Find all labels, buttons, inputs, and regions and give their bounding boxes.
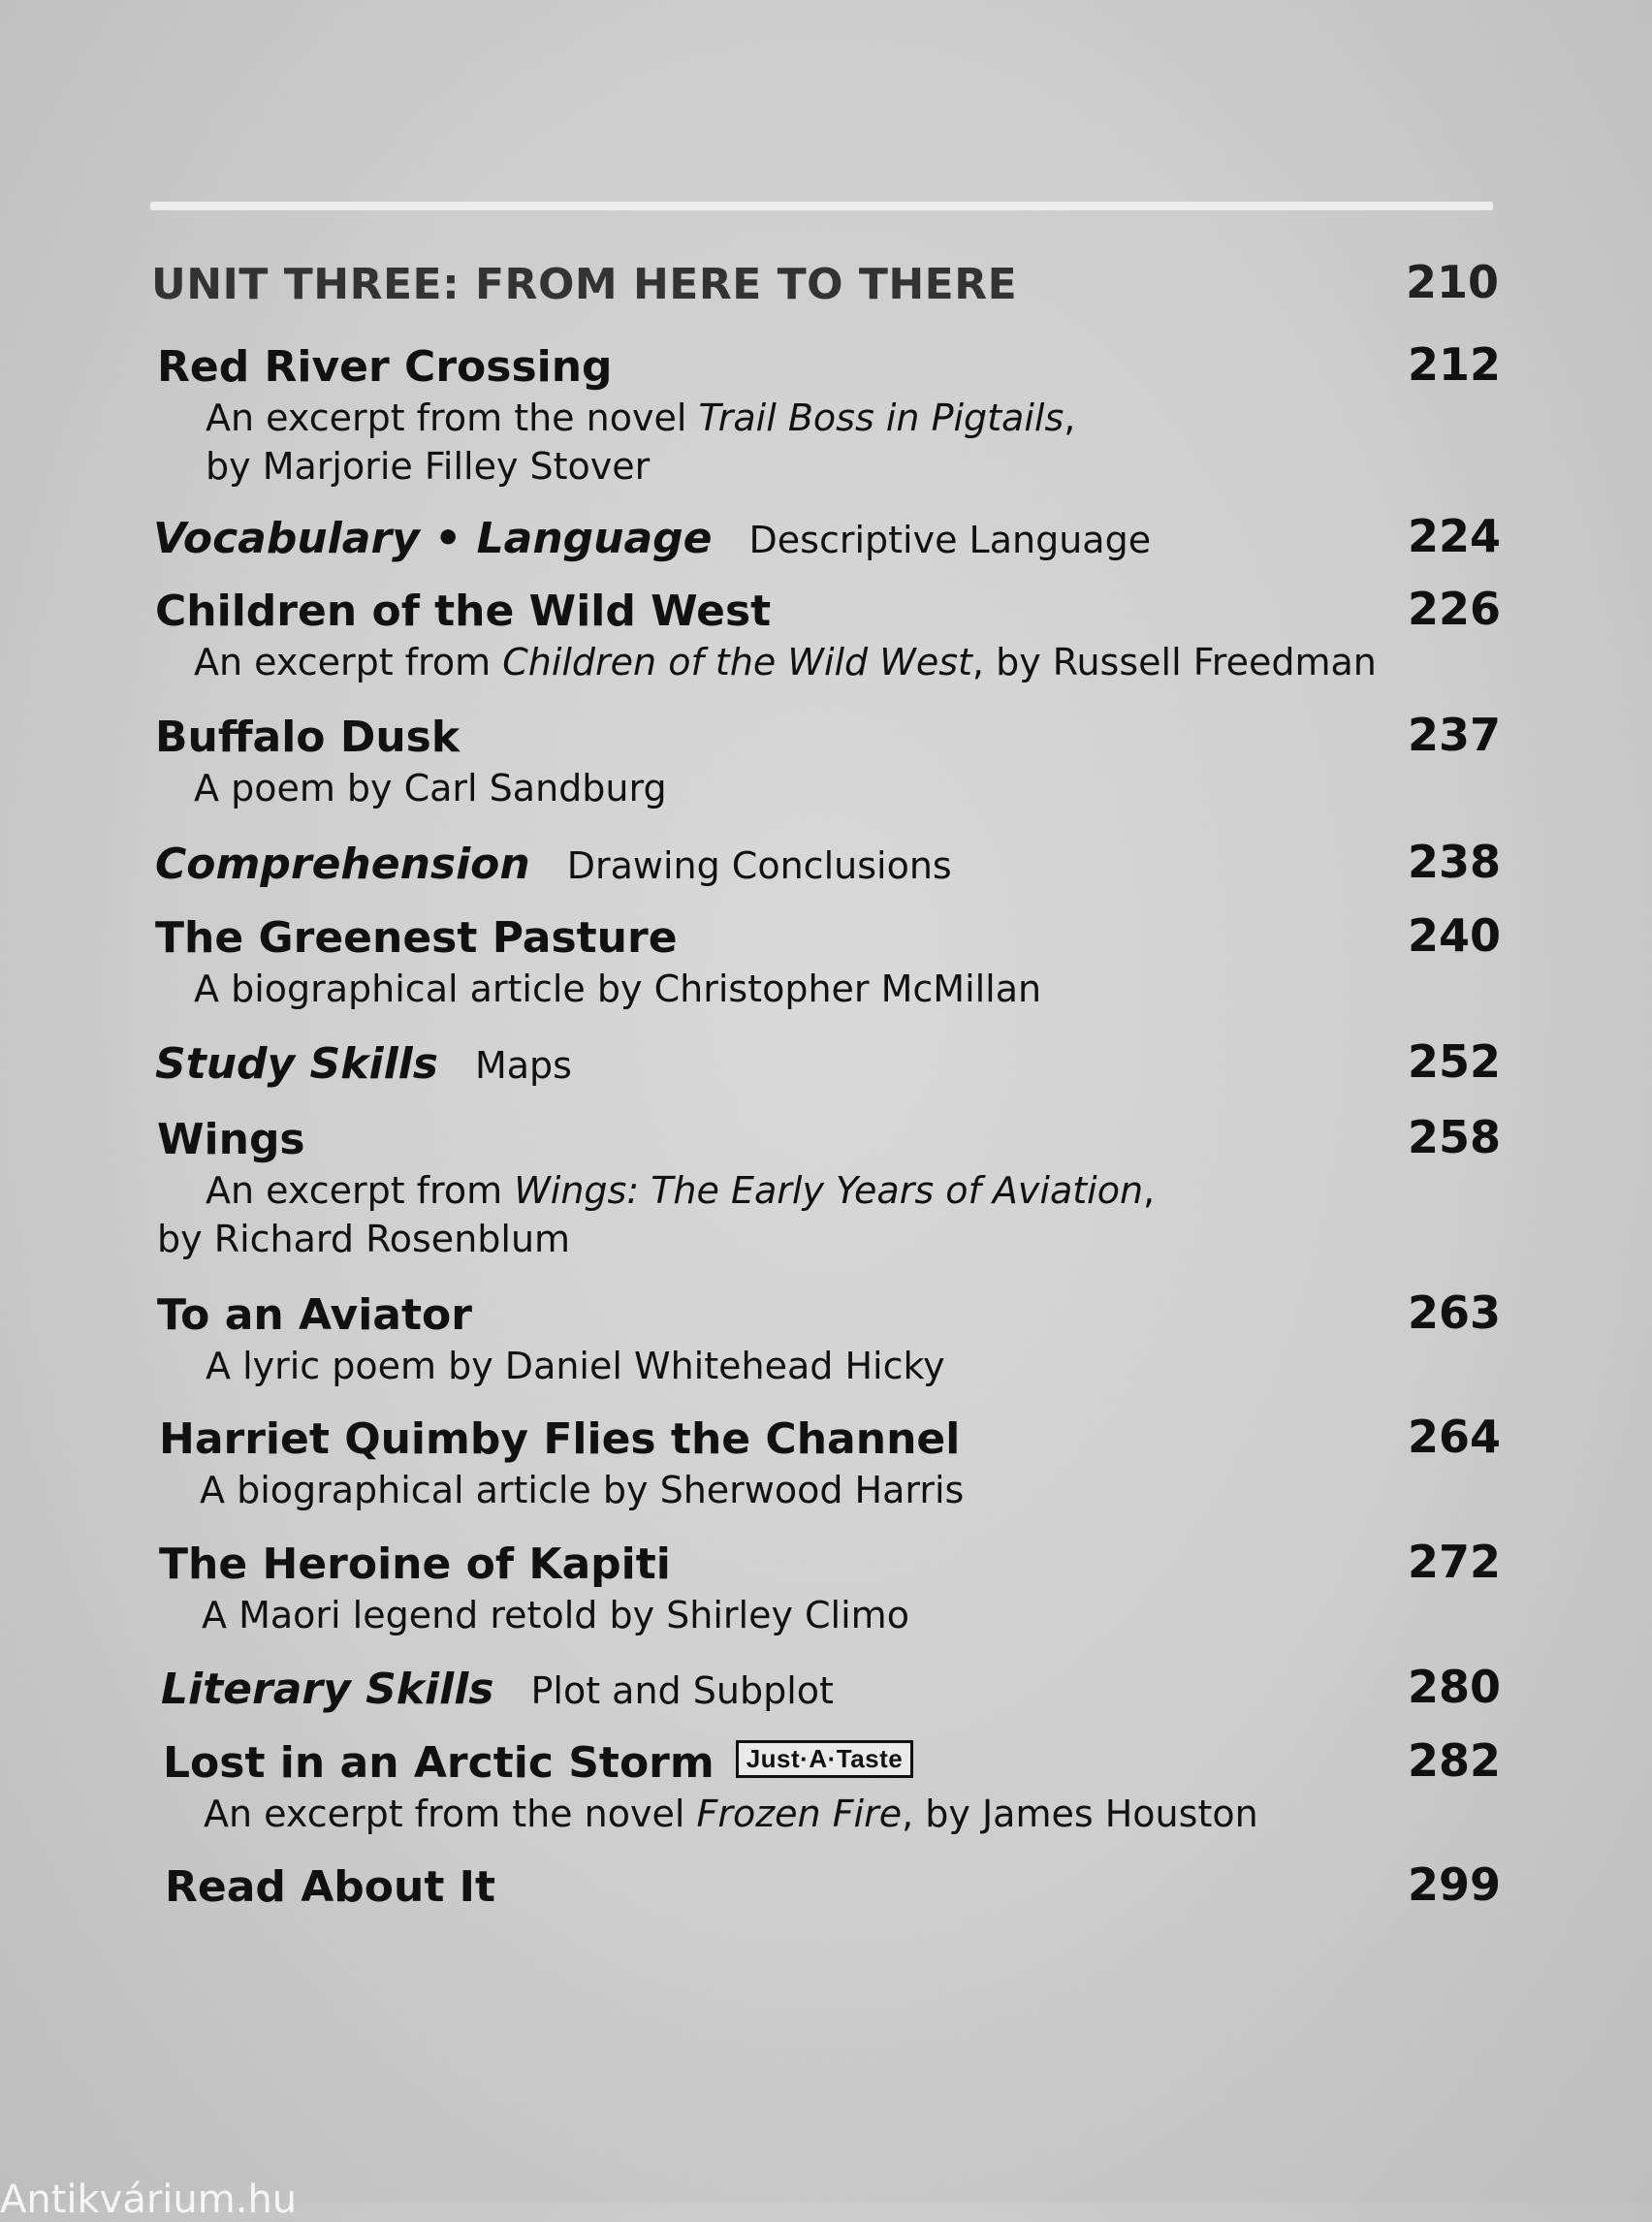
skill-line <box>161 1665 834 1714</box>
entry-title: Harriet Quimby Flies the Channel <box>159 1414 961 1464</box>
entry-description: An excerpt from Wings: The Early Years of Aviation, <box>206 1169 1156 1212</box>
entry-description: An excerpt from the novel Trail Boss in Pigtails, <box>206 397 1076 439</box>
entry-description-line2: by Marjorie Filley Stover <box>206 445 651 488</box>
header-rule <box>150 202 1493 210</box>
entry-page: 252 <box>1407 1035 1501 1088</box>
unit-title: UNIT THREE: FROM HERE TO THERE <box>151 260 1018 309</box>
entry-title: Lost in an Arctic Storm <box>163 1738 715 1788</box>
entry-page: 237 <box>1407 709 1501 761</box>
entry-description: A biographical article by Christopher McMillan <box>194 968 1042 1010</box>
skill-line <box>155 1039 572 1089</box>
entry-description: A lyric poem by Daniel Whitehead Hicky <box>206 1345 945 1387</box>
entry-title: Buffalo Dusk <box>155 713 461 762</box>
skill-topic: Descriptive Language <box>748 519 1152 561</box>
skill-category: Literary Skills <box>161 1665 494 1714</box>
skill-category: Comprehension <box>155 840 530 889</box>
entry-page: 272 <box>1407 1536 1501 1588</box>
entry-page: 263 <box>1407 1286 1501 1339</box>
entry-description: A poem by Carl Sandburg <box>194 767 667 809</box>
entry-description: A Maori legend retold by Shirley Climo <box>202 1594 909 1636</box>
entry-title: Children of the Wild West <box>155 587 772 636</box>
skill-line <box>153 514 1151 563</box>
entry-page: 264 <box>1407 1411 1501 1463</box>
entry-title: The Greenest Pasture <box>155 913 678 963</box>
skill-topic: Drawing Conclusions <box>566 844 952 887</box>
skill-category: Study Skills <box>155 1039 438 1089</box>
skill-topic: Maps <box>474 1044 572 1087</box>
skill-line <box>155 840 952 889</box>
watermark-text: Antikvárium.hu <box>0 2177 298 2222</box>
just-a-taste-badge: Just·A·Taste <box>736 1740 914 1778</box>
entry-title: Read About It <box>165 1862 496 1912</box>
entry-page: 224 <box>1407 510 1501 562</box>
entry-page: 212 <box>1407 338 1501 391</box>
entry-page: 240 <box>1407 909 1501 962</box>
skill-topic: Plot and Subplot <box>530 1669 834 1712</box>
entry-title-line <box>163 1738 913 1788</box>
entry-title: Red River Crossing <box>157 342 613 392</box>
entry-description: An excerpt from Children of the Wild West, by Russell Freedman <box>194 641 1377 683</box>
entry-title: To an Aviator <box>157 1290 472 1340</box>
entry-page: 226 <box>1407 583 1501 635</box>
entry-title: Wings <box>157 1115 305 1164</box>
entry-page: 299 <box>1407 1858 1501 1911</box>
entry-page: 282 <box>1407 1734 1501 1787</box>
entry-description-line2: by Richard Rosenblum <box>157 1218 571 1260</box>
unit-page-number: 210 <box>1405 256 1499 308</box>
entry-page: 238 <box>1407 836 1501 888</box>
entry-description: An excerpt from the novel Frozen Fire, by James Houston <box>204 1793 1258 1835</box>
entry-title: The Heroine of Kapiti <box>159 1540 671 1589</box>
skill-category: Vocabulary • Language <box>153 514 713 563</box>
entry-page: 280 <box>1407 1661 1501 1713</box>
entry-page: 258 <box>1407 1111 1501 1163</box>
entry-description: A biographical article by Sherwood Harris <box>200 1469 965 1511</box>
